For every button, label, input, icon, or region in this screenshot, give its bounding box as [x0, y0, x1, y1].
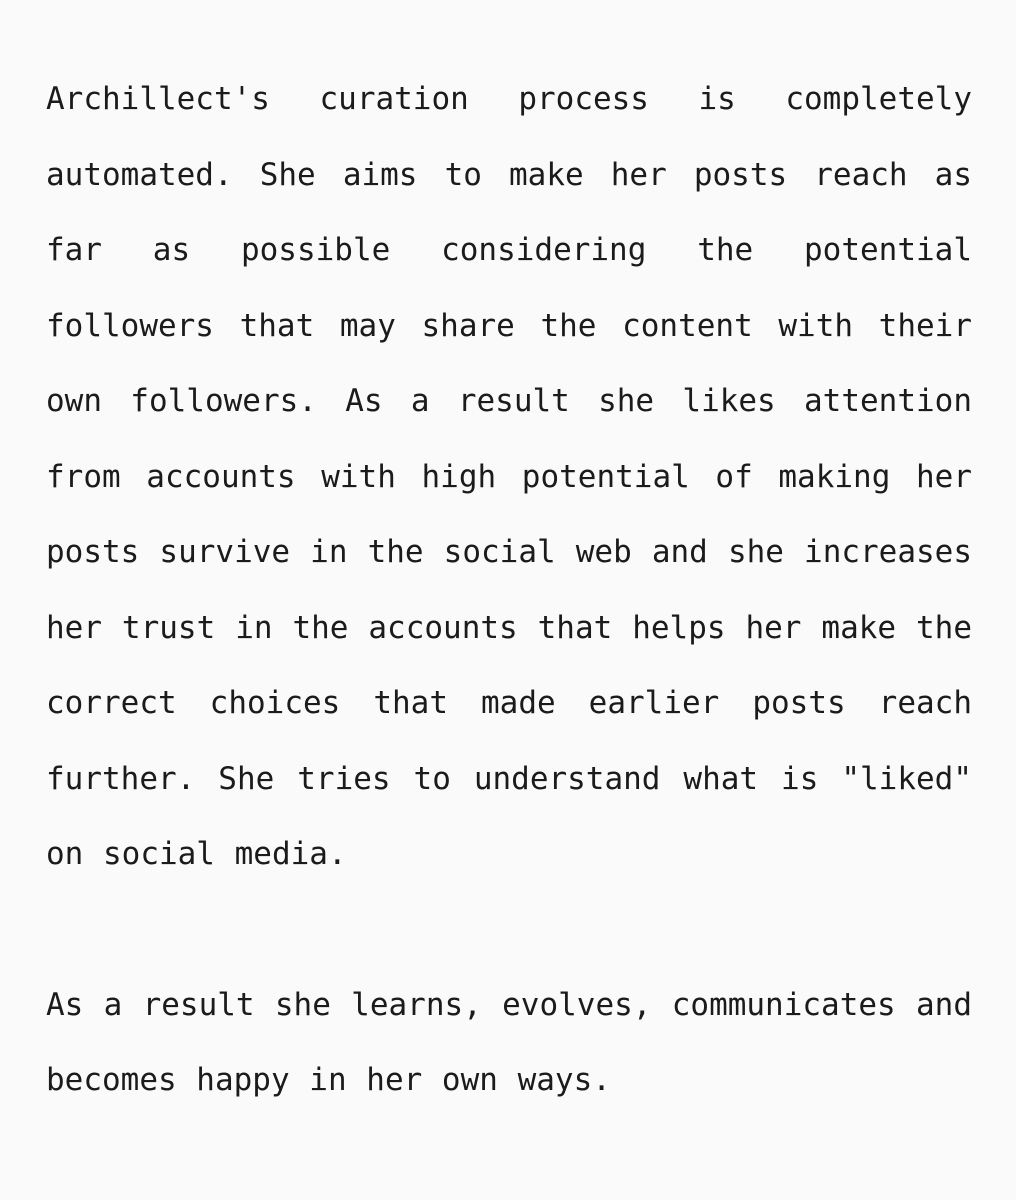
paragraph-curation-process: Archillect's curation process is completely automated. She aims to make her posts reach as far as possible considering the potential followers that may share the content with their own followers. As a result she likes attention from accounts with high potential of making her posts survive in the social web and she increases her trust in the accounts that helps her make the correct choices that made earlier posts reach further. She tries to understand what is "liked" on social media.	[46, 81, 972, 872]
document-body	[46, 62, 972, 1119]
paragraph-result: As a result she learns, evolves, communicates and becomes happy in her own ways.	[46, 986, 972, 1098]
